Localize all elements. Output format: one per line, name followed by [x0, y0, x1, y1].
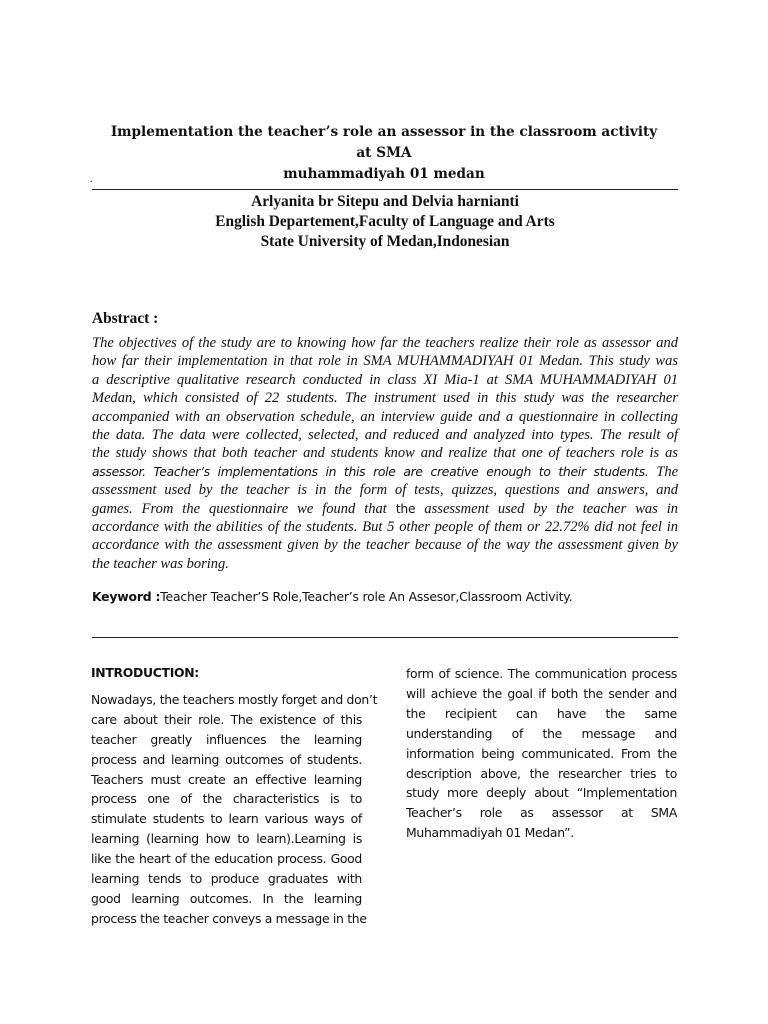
intro-line: understanding of the message and: [406, 725, 677, 741]
intro-line: process one of the characteristics is to: [91, 791, 362, 807]
intro-line: Nowadays, the teachers mostly forget and don’t: [91, 691, 378, 707]
abstract-line-segment: assessor. Teacher’s implementations in this role are creative enough to their students.: [92, 463, 649, 479]
abstract-line: [92, 500, 678, 518]
intro-line: form of science. The communication process: [406, 666, 677, 681]
intro-line: Teacher’s role as assessor at SMA: [406, 805, 677, 821]
abstract-line: the teacher was boring.: [92, 555, 229, 572]
abstract-line-segment: assessment used by the teacher was in: [424, 500, 679, 517]
intro-line: the recipient can have the same: [406, 705, 677, 721]
intro-line: learning tends to produce graduates with: [91, 871, 362, 887]
abstract-line-segment: games. From the questionnaire we found that: [92, 500, 387, 517]
intro-line: information being communicated. From the: [406, 745, 677, 761]
intro-right-column: [406, 664, 677, 843]
author-department: English Departement,Faculty of Language and Arts: [215, 213, 555, 230]
intro-line: stimulate students to learn various ways of: [91, 811, 362, 827]
keywords: [92, 588, 678, 606]
intro-heading: INTRODUCTION:: [91, 665, 199, 680]
intro-line: process the teacher conveys a message in the: [91, 910, 367, 926]
intro-line: will achieve the goal if both the sender and: [406, 685, 677, 701]
abstract-heading: Abstract :: [92, 310, 159, 327]
author-block: [92, 192, 678, 252]
intro-line: process and learning outcomes of students.: [91, 751, 362, 767]
intro-line: Teachers must create an effective learning: [91, 771, 362, 787]
intro-line: study more deeply about “Implementation: [406, 785, 677, 801]
keyword-text: Teacher Teacher’S Role,Teacher’s role An Assesor,Classroom Activity.: [160, 589, 573, 604]
abstract-line-segment: the: [395, 500, 416, 516]
abstract-divider: [92, 637, 678, 638]
title-line-1: Implementation the teacher’s role an assessor in the classroom activity at SMA: [110, 124, 658, 161]
intro-line: good learning outcomes. In the learning: [91, 890, 362, 906]
intro-line: like the heart of the education process. Good: [91, 851, 362, 867]
abstract-line: the study shows that both teacher and students know and realize that one of teachers role is as: [92, 445, 678, 462]
abstract-line: how far their implementation in that role in SMA MUHAMMADIYAH 01 Medan. This study was: [92, 353, 678, 370]
abstract-line: [92, 463, 678, 481]
abstract-line: The objectives of the study are to knowing how far the teachers realize their role as assessor and: [92, 335, 678, 351]
abstract-line: accordance with the abilities of the students. But 5 other people of them or 22.72% did not feel in: [92, 519, 678, 536]
intro-line: Muhammadiyah 01 Medan”.: [406, 825, 574, 841]
abstract-line: accordance with the assessment given by the teacher because of the way the assessment given by: [92, 537, 678, 554]
abstract-line: a descriptive qualitative research conducted in class XI Mia-1 at SMA MUHAMMADIYAH 01: [92, 371, 678, 388]
intro-line: care about their role. The existence of this: [91, 711, 362, 727]
title-line-2: muhammadiyah 01 medan: [283, 166, 485, 182]
intro-line: learning (learning how to learn).Learning is: [91, 831, 362, 847]
abstract-line-segment: The: [656, 463, 679, 480]
abstract-line: accompanied with an observation schedule, an interview guide and a questionnaire in collecting: [92, 408, 678, 425]
intro-line: teacher greatly influences the learning: [91, 731, 362, 747]
header-divider: [92, 189, 678, 190]
abstract-line: assessment used by the teacher is in the form of tests, quizzes, questions and answers, and: [92, 482, 678, 499]
intro-line: description above, the researcher tries to: [406, 765, 677, 781]
author-university: State University of Medan,Indonesian: [260, 233, 510, 250]
abstract-line: Medan, which consisted of 22 students. The instrument used in this study was the researcher: [92, 390, 678, 407]
stray-dot: .: [90, 174, 93, 185]
abstract-body: [92, 334, 678, 573]
paper-title: [110, 122, 658, 185]
author-names: Arlyanita br Sitepu and Delvia harnianti: [251, 193, 519, 210]
keyword-label: Keyword :: [92, 589, 161, 604]
abstract-line: the data. The data were collected, selected, and reduced and analyzed into types. The result of: [92, 427, 678, 444]
intro-left-column: [91, 663, 378, 929]
